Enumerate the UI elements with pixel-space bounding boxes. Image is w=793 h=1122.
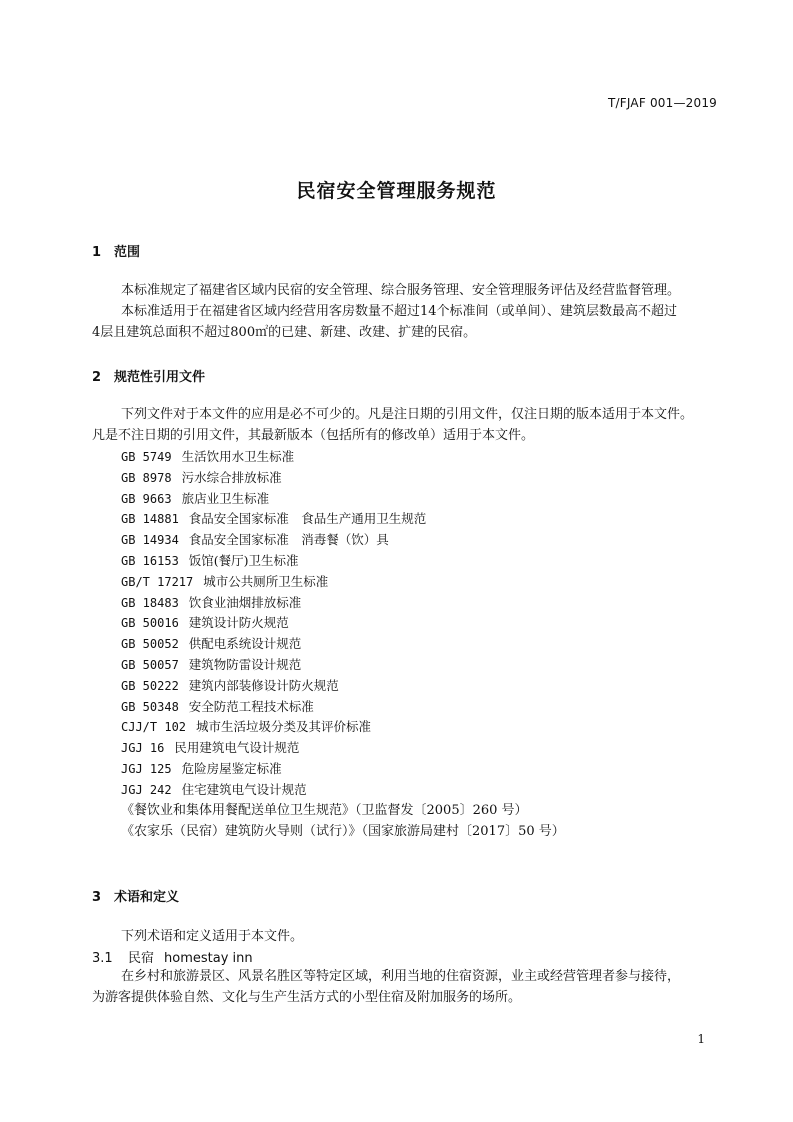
reference-item xyxy=(121,717,371,735)
term-3-1-heading xyxy=(92,947,253,966)
section-1-heading xyxy=(92,241,140,260)
reference-title: 建筑设计防火规范 xyxy=(188,615,289,631)
scope-paragraph-1: 本标准规定了福建省区域内民宿的安全管理、综合服务管理、安全管理服务评估及经营监督管理。 xyxy=(121,283,681,298)
reference-title: 食品安全国家标准 食品生产通用卫生规范 xyxy=(188,511,427,527)
reference-item xyxy=(121,634,301,652)
terms-intro: 下列术语和定义适用于本文件。 xyxy=(121,929,304,944)
section-title: 术语和定义 xyxy=(114,890,180,905)
reference-item xyxy=(121,572,328,590)
reference-code: GB 50348 xyxy=(121,699,179,714)
section-2-heading xyxy=(92,366,205,385)
reference-code: GB 8978 xyxy=(121,470,172,485)
section-number: 2 xyxy=(92,370,102,385)
reference-title: 危险房屋鉴定标准 xyxy=(181,761,282,776)
section-3-heading xyxy=(92,886,179,905)
reference-code: GB 14934 xyxy=(121,533,179,548)
reference-title: 饭馆(餐厅)卫生标准 xyxy=(188,553,299,568)
reference-code: JGJ 242 xyxy=(121,782,172,797)
section-number: 1 xyxy=(92,245,102,260)
references-intro-line-2: 凡是不注日期的引用文件，其最新版本（包括所有的修改单）适用于本文件。 xyxy=(92,428,535,443)
reference-title: 污水综合排放标准 xyxy=(181,469,282,485)
reference-code: GB 5749 xyxy=(121,450,172,464)
reference-code: GB 50052 xyxy=(121,637,179,652)
document-reference-1: 《餐饮业和集体用餐配送单位卫生规范》（卫监督发〔2005〕260 号） xyxy=(121,803,528,818)
term-chinese: 民宿 xyxy=(128,951,155,966)
reference-title: 饮食业油烟排放标准 xyxy=(188,594,302,610)
reference-item xyxy=(121,780,307,798)
reference-title: 生活饮用水卫生标准 xyxy=(181,449,295,464)
reference-item xyxy=(121,655,301,673)
page-number: 1 xyxy=(697,1032,705,1046)
references-intro-line-1: 下列文件对于本文件的应用是必不可少的。凡是注日期的引用文件，仅注日期的版本适用于本文件。 xyxy=(121,407,694,422)
reference-code: GB/T 17217 xyxy=(121,574,194,589)
reference-code: CJJ/T 102 xyxy=(121,720,187,735)
reference-title: 建筑内部装修设计防火规范 xyxy=(188,677,339,693)
reference-item xyxy=(121,759,282,777)
reference-item xyxy=(121,551,299,569)
reference-item xyxy=(121,530,389,548)
reference-item xyxy=(121,738,299,756)
scope-paragraph-2-line-2: 4层且建筑总面积不超过800㎡的已建、新建、改建、扩建的民宿。 xyxy=(92,325,477,340)
reference-item xyxy=(121,447,294,465)
reference-title: 安全防范工程技术标准 xyxy=(188,698,314,714)
scope-paragraph-2-line-1: 本标准适用于在福建省区域内经营用客房数量不超过14个标准间（或单间）、建筑层数最高不超过 xyxy=(121,304,678,319)
term-definition-line-2: 为游客提供体验自然、文化与生产生活方式的小型住宿及附加服务的场所。 xyxy=(92,990,522,1005)
section-number: 3 xyxy=(92,890,102,905)
reference-code: JGJ 16 xyxy=(121,741,165,756)
term-english: homestay inn xyxy=(164,951,253,966)
reference-item xyxy=(121,676,339,694)
reference-title: 城市生活垃圾分类及其评价标准 xyxy=(196,719,372,735)
reference-item xyxy=(121,613,289,631)
document-code: T/FJAF 001—2019 xyxy=(608,96,717,110)
reference-title: 旅店业卫生标准 xyxy=(181,490,270,506)
reference-code: GB 18483 xyxy=(121,595,179,610)
reference-code: GB 14881 xyxy=(121,512,179,527)
term-number: 3.1 xyxy=(92,951,113,966)
reference-item xyxy=(121,509,426,527)
reference-title: 建筑物防雷设计规范 xyxy=(188,657,302,672)
reference-title: 民用建筑电气设计规范 xyxy=(174,740,300,756)
reference-item xyxy=(121,489,269,507)
reference-title: 供配电系统设计规范 xyxy=(188,636,302,652)
reference-title: 食品安全国家标准 消毒餐（饮）具 xyxy=(188,532,389,548)
reference-item xyxy=(121,468,282,486)
reference-item xyxy=(121,697,314,715)
reference-code: JGJ 125 xyxy=(121,762,172,776)
reference-item xyxy=(121,593,301,611)
section-title: 范围 xyxy=(114,245,141,260)
reference-code: GB 50222 xyxy=(121,678,179,693)
reference-code: GB 16153 xyxy=(121,554,179,568)
reference-title: 住宅建筑电气设计规范 xyxy=(181,781,307,797)
reference-code: GB 50016 xyxy=(121,616,179,631)
reference-title: 城市公共厕所卫生标准 xyxy=(203,573,329,589)
section-title: 规范性引用文件 xyxy=(114,370,206,385)
page-title: 民宿安全管理服务规范 xyxy=(296,180,497,202)
reference-code: GB 9663 xyxy=(121,491,172,506)
reference-code: GB 50057 xyxy=(121,658,179,672)
document-reference-2: 《农家乐（民宿）建筑防火导则（试行）》（国家旅游局建村〔2017〕50 号） xyxy=(121,824,565,839)
term-definition-line-1: 在乡村和旅游景区、风景名胜区等特定区域，利用当地的住宿资源，业主或经营管理者参与接待， xyxy=(121,969,681,984)
